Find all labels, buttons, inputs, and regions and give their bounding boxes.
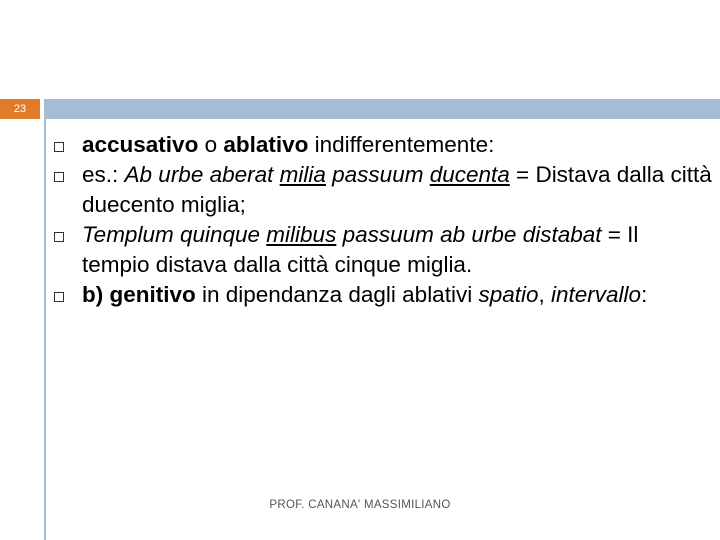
header-bar	[44, 99, 720, 119]
bullet-text: in dipendanza dagli ablativi	[195, 282, 479, 307]
bullet-text: milibus	[266, 222, 337, 247]
bullet-text: = Il tempio distava dalla città cinque miglia.	[82, 222, 639, 277]
bullet-text: passuum	[325, 162, 430, 187]
bullet-item	[52, 130, 712, 160]
bullet-text: :	[641, 282, 648, 307]
bullet-text: ducenta	[429, 162, 510, 187]
bullet-text: Ab urbe aberat	[124, 162, 280, 187]
square-bullet-icon	[54, 232, 64, 242]
bullet-text: es.:	[82, 162, 125, 187]
bullet-text: b) genitivo	[82, 282, 196, 307]
bullet-text: o	[198, 132, 224, 157]
bullet-item	[52, 160, 712, 220]
bullet-item	[52, 280, 712, 310]
square-bullet-icon	[54, 292, 64, 302]
bullet-item	[52, 220, 712, 280]
bullet-text: passuum ab urbe distabat	[336, 222, 602, 247]
bullet-text: = Distava dalla città duecento miglia;	[82, 162, 712, 217]
bullet-text: accusativo	[82, 132, 199, 157]
bullet-list	[52, 130, 712, 310]
left-rule	[44, 119, 46, 540]
bullet-text: Templum quinque	[82, 222, 267, 247]
bullet-text: indifferentemente:	[308, 132, 495, 157]
slide-number: 23	[13, 103, 27, 115]
bullet-text: milia	[279, 162, 326, 187]
square-bullet-icon	[54, 172, 64, 182]
bullet-text: ,	[538, 282, 552, 307]
square-bullet-icon	[54, 142, 64, 152]
bullet-text: intervallo	[551, 282, 642, 307]
footer-author: PROF. CANANA' MASSIMILIANO	[269, 499, 451, 511]
bullet-text: ablativo	[223, 132, 309, 157]
bullet-text: spatio	[478, 282, 539, 307]
